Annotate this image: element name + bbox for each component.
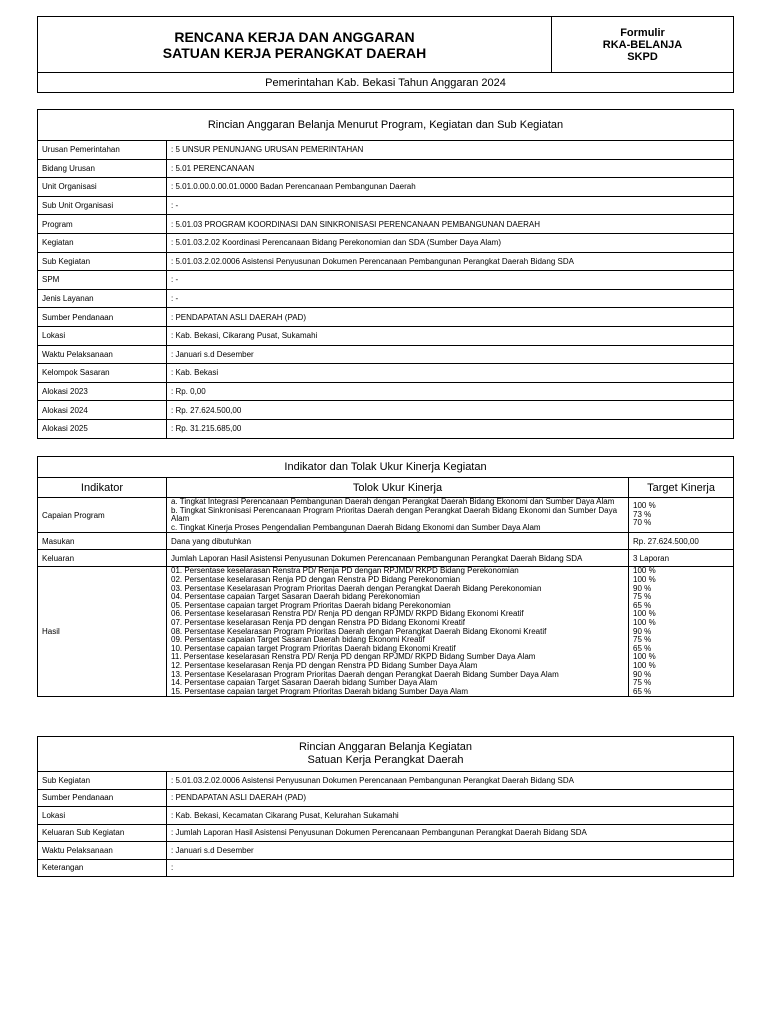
capaian-label: Capaian Program [38, 498, 167, 533]
detail-label: Waktu Pelaksanaan [38, 842, 167, 860]
detail-value: : PENDAPATAN ASLI DAERAH (PAD) [167, 308, 734, 327]
detail-row [38, 842, 734, 860]
detail-value: : 5.01.03 PROGRAM KOORDINASI DAN SINKRONISASI PERENCANAAN PEMBANGUNAN DAERAH [167, 215, 734, 234]
detail-row [38, 345, 734, 364]
detail-row [38, 326, 734, 345]
hasil-target: 100 % [633, 660, 656, 670]
form-line-3: SKPD [627, 50, 658, 63]
form-code [552, 17, 734, 73]
detail-value: : Kab. Bekasi, Kecamatan Cikarang Pusat, Kelurahan Sukamahi [167, 807, 734, 825]
hasil-item: 12. Persentase keselarasan Renja PD dengan Renstra PD Bidang Sumber Daya Alam [171, 660, 478, 670]
hasil-targets [629, 567, 734, 697]
masukan-tolok: Dana yang dibutuhkan [167, 533, 629, 550]
hasil-target: 100 % [633, 574, 656, 584]
detail-row [38, 364, 734, 383]
detail-value: : Rp. 0,00 [167, 382, 734, 401]
detail-label: Kegiatan [38, 233, 167, 252]
detail-label: SPM [38, 271, 167, 290]
detail-value: : - [167, 196, 734, 215]
detail-row [38, 382, 734, 401]
hasil-target: 75 % [633, 678, 652, 688]
detail-label: Alokasi 2024 [38, 401, 167, 420]
detail-label: Lokasi [38, 326, 167, 345]
capaian-target: 73 % [633, 509, 652, 519]
activity-title-line-1: Rincian Anggaran Belanja Kegiatan [298, 741, 473, 753]
detail-row [38, 419, 734, 438]
hasil-item: 01. Persentase keselarasan Renstra PD/ Renja PD dengan RPJMD/ RKPD Bidang Perekonomian [171, 566, 519, 576]
detail-label: Alokasi 2025 [38, 419, 167, 438]
detail-label: Sub Kegiatan [38, 252, 167, 271]
hasil-items [167, 567, 629, 697]
detail-value: : Jumlah Laporan Hasil Asistensi Penyusunan Dokumen Perencanaan Pembangunan Perangkat Daerah Bidang SDA [167, 824, 734, 842]
hasil-item: 06. Persentase keselarasan Renstra PD/ Renja PD dengan RPJMD/ RKPD Bidang Ekonomi Kreatif [171, 609, 524, 619]
hasil-item: 15. Persentase capaian target Program Prioritas Daerah bidang Sumber Daya Alam [171, 686, 469, 696]
col-tolok-ukur: Tolok Ukur Kinerja [167, 478, 629, 498]
document-header [37, 16, 734, 93]
detail-row [38, 308, 734, 327]
capaian-item: a. Tingkat Integrasi Perencanaan Pembangunan Daerah dengan Perangkat Daerah Bidang Ekonomi dan Sumber Daya Alam [171, 497, 615, 506]
hasil-target: 100 % [633, 617, 656, 627]
detail-row [38, 772, 734, 790]
hasil-target: 100 % [633, 652, 656, 662]
detail-label: Urusan Pemerintahan [38, 141, 167, 160]
hasil-target: 65 % [633, 643, 652, 653]
detail-label: Kelompok Sasaran [38, 364, 167, 383]
hasil-row [38, 567, 734, 697]
hasil-target: 65 % [633, 686, 652, 696]
hasil-item: 07. Persentase keselarasan Renja PD dengan Renstra PD Bidang Ekonomi Kreatif [171, 617, 465, 627]
col-indikator: Indikator [38, 478, 167, 498]
detail-label: Sub Kegiatan [38, 772, 167, 790]
title-line-2: SATUAN KERJA PERANGKAT DAERAH [162, 44, 427, 61]
detail-label: Alokasi 2023 [38, 382, 167, 401]
detail-row [38, 271, 734, 290]
capaian-target: 100 % [633, 501, 656, 511]
detail-row [38, 178, 734, 197]
detail-row [38, 252, 734, 271]
detail-label: Sumber Pendanaan [38, 789, 167, 807]
detail-label: Waktu Pelaksanaan [38, 345, 167, 364]
detail-value: : Kab. Bekasi [167, 364, 734, 383]
detail-row [38, 159, 734, 178]
keluaran-target: 3 Laporan [629, 550, 734, 567]
detail-value: : 5.01.03.2.02.0006 Asistensi Penyusunan Dokumen Perencanaan Pembangunan Perangkat Daerah Bidang SDA [167, 772, 734, 790]
document-title [38, 17, 552, 73]
detail-value: : 5.01.03.2.02.0006 Asistensi Penyusunan Dokumen Perencanaan Pembangunan Perangkat Daerah Bidang SDA [167, 252, 734, 271]
program-detail-title: Rincian Anggaran Belanja Menurut Program, Kegiatan dan Sub Kegiatan [38, 110, 734, 141]
program-detail-table [37, 109, 734, 439]
keluaran-label: Keluaran [38, 550, 167, 567]
activity-detail-title [38, 737, 734, 772]
detail-label: Lokasi [38, 807, 167, 825]
hasil-item: 08. Persentase Keselarasan Program Prioritas Daerah dengan Perangkat Daerah Bidang Ekonomi Kreatif [171, 626, 547, 636]
detail-row [38, 824, 734, 842]
keluaran-row [38, 550, 734, 567]
detail-value: : 5.01.03.2.02 Koordinasi Perencanaan Bidang Perekonomian dan SDA (Sumber Daya Alam) [167, 233, 734, 252]
hasil-target: 65 % [633, 600, 652, 610]
detail-value: : - [167, 271, 734, 290]
detail-value: : 5.01 PERENCANAAN [167, 159, 734, 178]
detail-value: : 5 UNSUR PENUNJANG URUSAN PEMERINTAHAN [167, 141, 734, 160]
hasil-item: 05. Persentase capaian target Program Prioritas Daerah bidang Perekonomian [171, 600, 451, 610]
detail-label: Jenis Layanan [38, 289, 167, 308]
hasil-item: 03. Persentase Keselarasan Program Prioritas Daerah dengan Perangkat Daerah Bidang Perekonomian [171, 583, 542, 593]
capaian-items [167, 498, 629, 533]
detail-row [38, 789, 734, 807]
detail-value: : [167, 859, 734, 877]
detail-row [38, 401, 734, 420]
detail-value: : Kab. Bekasi, Cikarang Pusat, Sukamahi [167, 326, 734, 345]
hasil-target: 90 % [633, 669, 652, 679]
detail-label: Sub Unit Organisasi [38, 196, 167, 215]
hasil-target: 100 % [633, 609, 656, 619]
capaian-targets [629, 498, 734, 533]
hasil-target: 75 % [633, 592, 652, 602]
hasil-item: 11. Persentase keselarasan Renstra PD/ Renja PD dengan RPJMD/ RKPD Bidang Sumber Daya Alam [171, 652, 536, 662]
activity-detail-table [37, 736, 734, 877]
hasil-item: 10. Persentase capaian target Program Prioritas Daerah bidang Ekonomi Kreatif [171, 643, 456, 653]
detail-value: : Rp. 31.215.685,00 [167, 419, 734, 438]
detail-row [38, 196, 734, 215]
capaian-item: b. Tingkat Sinkronisasi Perencanaan Program Prioritas Daerah dengan Perangkat Daerah Bidang Ekonomi dan Sumber Daya Alam [171, 505, 618, 524]
detail-value: : PENDAPATAN ASLI DAERAH (PAD) [167, 789, 734, 807]
detail-label: Keterangan [38, 859, 167, 877]
detail-value: : Januari s.d Desember [167, 842, 734, 860]
hasil-item: 13. Persentase Keselarasan Program Prioritas Daerah dengan Perangkat Daerah Bidang Sumber Daya Alam [171, 669, 559, 679]
detail-value: : 5.01.0.00.0.00.01.0000 Badan Perencanaan Pembangunan Daerah [167, 178, 734, 197]
capaian-row [38, 498, 734, 533]
title-line-1: RENCANA KERJA DAN ANGGARAN [174, 28, 415, 45]
detail-label: Keluaran Sub Kegiatan [38, 824, 167, 842]
detail-value: : Januari s.d Desember [167, 345, 734, 364]
detail-row [38, 807, 734, 825]
detail-value: : Rp. 27.624.500,00 [167, 401, 734, 420]
hasil-target: 90 % [633, 626, 652, 636]
hasil-item: 02. Persentase keselarasan Renja PD dengan Renstra PD Bidang Perekonomian [171, 574, 461, 584]
government-year: Pemerintahan Kab. Bekasi Tahun Anggaran 2024 [38, 73, 734, 93]
detail-row [38, 233, 734, 252]
detail-label: Sumber Pendanaan [38, 308, 167, 327]
masukan-row [38, 533, 734, 550]
hasil-item: 04. Persentase capaian Target Sasaran Daerah bidang Perekonomian [171, 592, 420, 602]
masukan-label: Masukan [38, 533, 167, 550]
hasil-target: 75 % [633, 635, 652, 645]
capaian-item: c. Tingkat Kinerja Proses Pengendalian Pembangunan Daerah Bidang Ekonomi dan Sumber Daya Alam [171, 522, 541, 532]
capaian-target: 70 % [633, 518, 652, 528]
keluaran-tolok: Jumlah Laporan Hasil Asistensi Penyusunan Dokumen Perencanaan Pembangunan Perangkat Daerah Bidang SDA [167, 550, 629, 567]
hasil-item: 09. Persentase capaian Target Sasaran Daerah bidang Ekonomi Kreatif [171, 635, 425, 645]
form-line-1: Formulir [620, 26, 665, 39]
form-line-2: RKA-BELANJA [602, 38, 683, 51]
hasil-item: 14. Persentase capaian Target Sasaran Daerah bidang Sumber Daya Alam [171, 678, 438, 688]
hasil-label: Hasil [38, 567, 167, 697]
indicator-table [37, 456, 734, 697]
detail-row [38, 141, 734, 160]
activity-title-line-2: Satuan Kerja Perangkat Daerah [307, 754, 464, 766]
detail-row [38, 215, 734, 234]
detail-label: Unit Organisasi [38, 178, 167, 197]
detail-label: Program [38, 215, 167, 234]
hasil-target: 90 % [633, 583, 652, 593]
hasil-target: 100 % [633, 566, 656, 576]
detail-row [38, 289, 734, 308]
masukan-target: Rp. 27.624.500,00 [629, 533, 734, 550]
indicator-title: Indikator dan Tolak Ukur Kinerja Kegiatan [38, 457, 734, 478]
col-target: Target Kinerja [629, 478, 734, 498]
detail-value: : - [167, 289, 734, 308]
detail-row [38, 859, 734, 877]
detail-label: Bidang Urusan [38, 159, 167, 178]
